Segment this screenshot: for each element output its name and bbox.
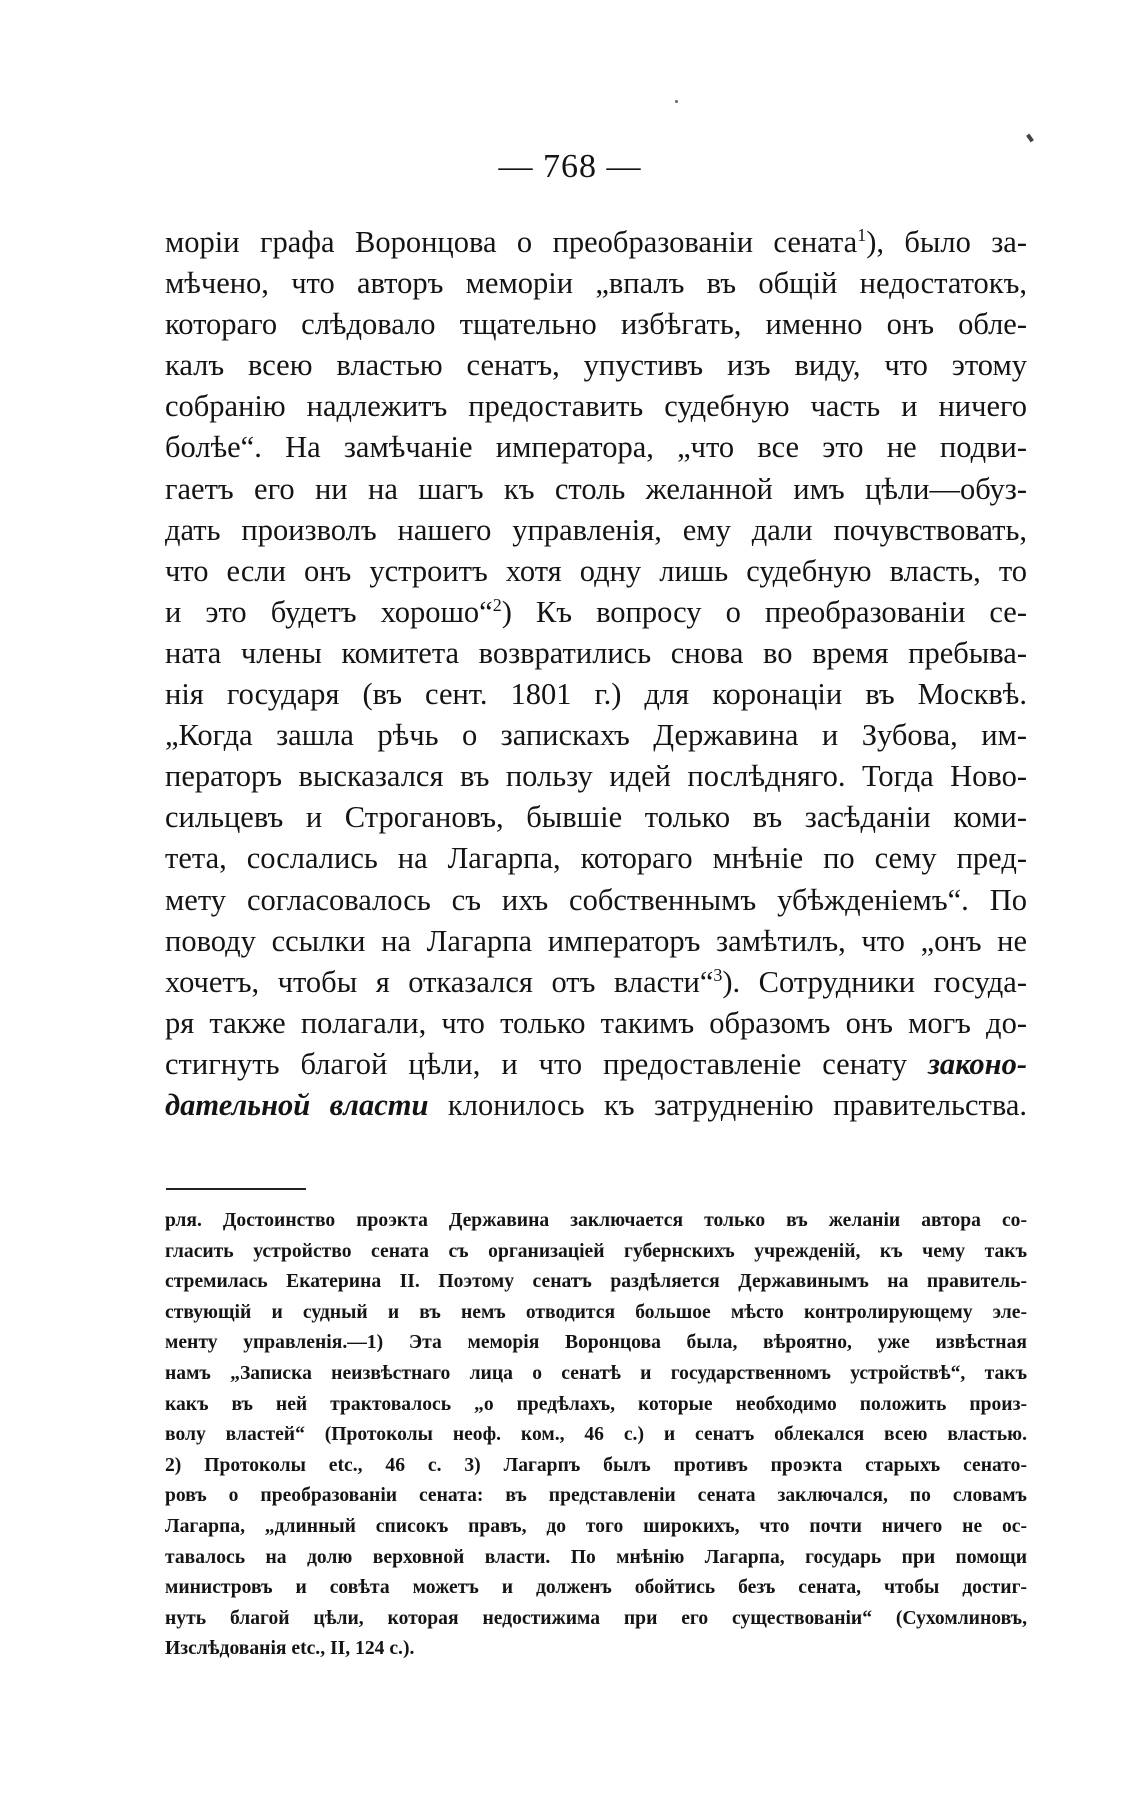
footnote-line: рля. Достоинство проэкта Державина заключается только въ желаніи автора со- bbox=[165, 1210, 1027, 1231]
text-line: тета, сослались на Лагарпа, котораго мнѣніе по сему пред- bbox=[165, 841, 1027, 876]
footnote-line: нуть благой цѣли, которая недостижима при его существованіи“ (Сухомлиновъ, bbox=[165, 1607, 1027, 1629]
text-line: стигнуть благой цѣли, и что предоставленіе сенату законо- bbox=[165, 1046, 1027, 1081]
text-line: дать произволъ нашего управленія, ему дали почувствовать, bbox=[165, 512, 1027, 547]
text-line: нія государя (въ сент. 1801 г.) для коронаціи въ Москвѣ. bbox=[165, 677, 1027, 712]
footnote-line: Лагарпа, „длинный списокъ правъ, до того широкихъ, что почти ничего не ос- bbox=[165, 1515, 1027, 1537]
footnote-divider bbox=[166, 1188, 306, 1190]
footnotes bbox=[165, 1206, 1027, 1665]
footnote-line: менту управленія.—1) Эта меморія Воронцова была, вѣроятно, уже извѣстная bbox=[165, 1332, 1027, 1354]
text-line: „Когда зашла рѣчь о запискахъ Державина и Зубова, им- bbox=[165, 718, 1027, 753]
footnote-line: какъ въ ней трактовалось „о предѣлахъ, которые необходимо положить произ- bbox=[165, 1393, 1027, 1415]
text-line: мету согласовалось съ ихъ собственнымъ убѣжденіемъ“. По bbox=[165, 882, 1027, 917]
text-line: сильцевъ и Строгановъ, бывшіе только въ засѣданіи коми- bbox=[165, 800, 1027, 835]
text-line: ната члены комитета возвратились снова во время пребыва- bbox=[165, 635, 1027, 670]
footnote-line: стремилась Екатерина II. Поэтому сенатъ раздѣляется Державинымъ на правитель- bbox=[165, 1271, 1027, 1293]
main-text bbox=[165, 222, 1027, 1126]
footnote-line: 2) Протоколы etc., 46 с. 3) Лагарпъ былъ противъ проэкта старыхъ сенато- bbox=[165, 1454, 1027, 1476]
text-line: моріи графа Воронцова о преобразованіи сената$^1$), было за- bbox=[165, 224, 1027, 259]
text-line: ря также полагали, что только такимъ образомъ онъ могъ до- bbox=[165, 1005, 1027, 1040]
footnote-line: намъ „Записка неизвѣстнаго лица о сенатѣ и государственномъ устройствѣ“, такъ bbox=[165, 1362, 1027, 1384]
text-line: гаетъ его ни на шагъ къ столь желанной имъ цѣли—обуз- bbox=[165, 471, 1027, 506]
footnote-line: ствующій и судный и въ немъ отводится большое мѣсто контролирующему эле- bbox=[165, 1301, 1027, 1323]
speck-mark-corner bbox=[1026, 134, 1034, 143]
footnote-line: тавалось на долю верховной власти. По мнѣнію Лагарпа, государь при помощи bbox=[165, 1546, 1027, 1568]
speck-mark bbox=[675, 100, 678, 103]
text-line: болѣе“. На замѣчаніе императора, „что все это не подви- bbox=[165, 430, 1027, 465]
text-line: собранію надлежитъ предоставить судебную часть и ничего bbox=[165, 389, 1027, 424]
text-line: мѣчено, что авторъ меморіи „впалъ въ общій недостатокъ, bbox=[165, 266, 1027, 301]
text-line: ператоръ высказался въ пользу идей послѣдняго. Тогда Ново- bbox=[165, 759, 1027, 794]
text-line: что если онъ устроитъ хотя одну лишь судебную власть, то bbox=[165, 553, 1027, 588]
page-number: — 768 — bbox=[498, 148, 642, 185]
text-line: и это будетъ хорошо“$^2$) Къ вопросу о преобразованіи се- bbox=[165, 594, 1027, 629]
text-line: поводу ссылки на Лагарпа императоръ замѣтилъ, что „онъ не bbox=[165, 923, 1027, 958]
text-line: калъ всею властью сенатъ, упустивъ изъ виду, что этому bbox=[165, 348, 1027, 383]
footnote-line: ровъ о преобразованіи сената: въ представленіи сената заключался, по словамъ bbox=[165, 1485, 1027, 1507]
footnote-line: министровъ и совѣта можетъ и долженъ обойтись безъ сената, чтобы достиг- bbox=[165, 1577, 1027, 1599]
text-line: котораго слѣдовало тщательно избѣгать, именно онъ обле- bbox=[165, 307, 1027, 342]
footnote-line: волу властей“ (Протоколы неоф. ком., 46 с.) и сенатъ облекался всею властью. bbox=[165, 1424, 1027, 1446]
footnote-line: гласить устройство сената съ организаціей губернскихъ учрежденій, къ чему такъ bbox=[165, 1240, 1027, 1262]
footnote-line: Изслѣдованія etc., II, 124 с.). bbox=[165, 1638, 415, 1660]
text-line: хочетъ, чтобы я отказался отъ власти“$^3$). Сотрудники госуда- bbox=[165, 964, 1027, 999]
text-line: дательной власти клонилось къ затрудненію правительства. bbox=[165, 1087, 1027, 1122]
